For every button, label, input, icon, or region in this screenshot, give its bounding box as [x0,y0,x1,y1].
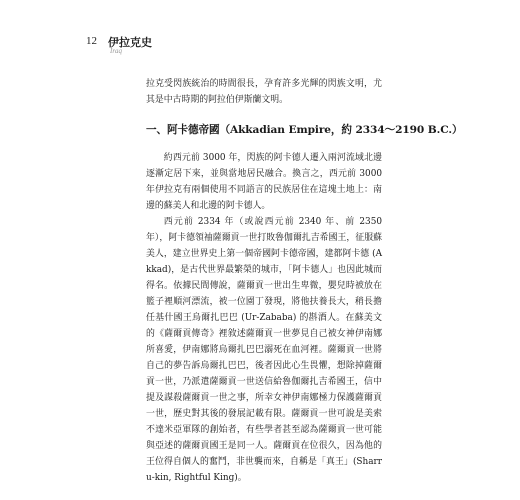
section-heading: 一、阿卡德帝國（Akkadian Empire，約 2334～2190 B.C.） [146,124,463,136]
body-paragraph-1: 約西元前 3000 年，閃族的阿卡德人遷入兩河流域北邊逐漸定居下來，並與當地居民融合。換言之，西元前 3000 年伊拉克有兩個使用不同語言的民族居住在這塊土地上：南邊的蘇美人和北邊的阿卡德人。 [146,153,382,211]
page-body [146,76,463,486]
body-paragraph-2: 西元前 2334 年（或說西元前 2340 年、前 2350 年），阿卡德領袖薩爾貢一世打敗魯伽爾扎吉希國王，征服蘇美人，建立世界史上第一個帝國阿卡德帝國，建都阿卡德 (Akkad)，是古代世界最繁榮的城市，「阿卡德人」也因此城而得名。依據民間傳說，薩爾貢一世出生卑微，嬰兒時被放在籃子裡順河漂流，被一位園丁發現，將他扶養長大，稍長擔任基什國王烏爾扎巴巴 (Ur-Zababa) 的斟酒人。在蘇美文的《薩爾貢傳奇》裡敘述薩爾貢一世夢見自己被女神伊南娜所喜愛，伊南娜將烏爾扎巴巴溺死在血河裡。薩爾貢一世將自己的夢告訴烏爾扎巴巴，後者因此心生畏懼，想除掉薩爾貢一世，乃派遣薩爾貢一世送信給魯伽爾扎吉希國王，信中提及謀殺薩爾貢一世之事，所幸女神伊南娜極力保護薩爾貢一世，歷史對其後的發展記載有限。薩爾貢一世可說是美索不達米亞軍隊的創始者，有些學者甚至認為薩爾貢一世可能與亞述的薩爾貢國王是同一人。薩爾貢在位很久，因為他的王位得自個人的奮鬥，非世襲而來，自稱是「真王」(Sharru-kin, Rightful King)。 [146,217,382,483]
section-spacer [146,108,382,120]
intro-paragraph: 拉克受閃族統治的時間很長，孕育許多光輝的閃族文明，尤其是中古時期的阿拉伯伊斯蘭文明。 [146,79,382,105]
page-number: 12 [86,35,97,47]
book-title: 伊拉克史 [108,36,152,49]
page-header [86,33,466,73]
book-subtitle: Iraq [110,47,123,55]
